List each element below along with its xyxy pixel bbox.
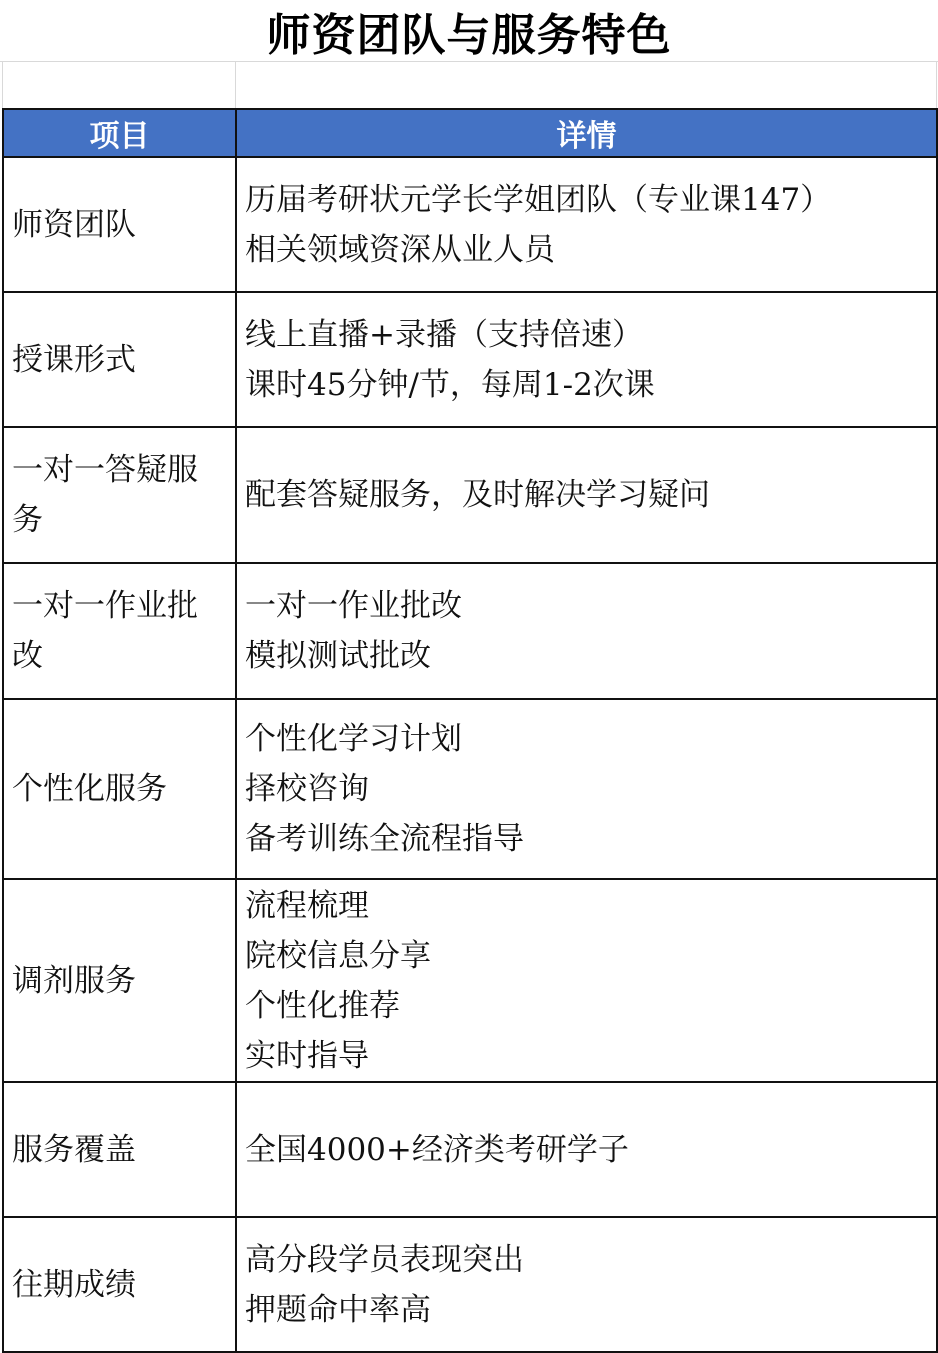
header-detail: 详情 (236, 109, 937, 157)
detail-line: 课时45分钟/节，每周1-2次课 (245, 366, 655, 403)
service-table (2, 108, 938, 1353)
row-item: 个性化服务 (3, 699, 236, 879)
table-row (3, 157, 937, 292)
row-item: 服务覆盖 (3, 1082, 236, 1217)
row-item: 往期成绩 (3, 1217, 236, 1352)
page-title: 师资团队与服务特色 (0, 0, 938, 62)
grid-line (235, 62, 236, 108)
detail-line: 院校信息分享 (245, 937, 431, 974)
row-detail (236, 563, 937, 699)
row-item: 授课形式 (3, 292, 236, 427)
table-row (3, 1217, 937, 1352)
detail-line: 流程梳理 (245, 887, 369, 924)
table-header-row (3, 109, 937, 157)
row-detail (236, 1217, 937, 1352)
table-row (3, 699, 937, 879)
detail-line: 实时指导 (245, 1037, 369, 1074)
empty-spacer-row (0, 62, 938, 108)
detail-line: 备考训练全流程指导 (245, 821, 524, 857)
row-detail (236, 1082, 937, 1217)
table-row (3, 427, 937, 563)
detail-line: 择校咨询 (245, 771, 369, 807)
row-item: 师资团队 (3, 157, 236, 292)
row-detail (236, 879, 937, 1082)
table-row (3, 563, 937, 699)
row-detail (236, 699, 937, 879)
detail-line: 历届考研状元学长学姐团队（专业课147） (245, 181, 832, 218)
detail-line: 个性化学习计划 (245, 721, 462, 757)
row-detail (236, 292, 937, 427)
row-item: 一对一作业批改 (3, 563, 236, 699)
row-item: 一对一答疑服务 (3, 427, 236, 563)
detail-line: 线上直播+录播（支持倍速） (245, 316, 643, 353)
detail-line: 押题命中率高 (245, 1291, 431, 1328)
table-row (3, 292, 937, 427)
row-detail (236, 427, 937, 563)
detail-line: 个性化推荐 (245, 987, 400, 1024)
grid-line (936, 62, 937, 108)
row-item: 调剂服务 (3, 879, 236, 1082)
table-row (3, 879, 937, 1082)
detail-line: 相关领域资深从业人员 (245, 231, 555, 268)
grid-line (2, 62, 3, 108)
header-item: 项目 (3, 109, 236, 157)
detail-line: 全国4000+经济类考研学子 (245, 1131, 629, 1168)
detail-line: 一对一作业批改 (245, 588, 462, 624)
detail-line: 配套答疑服务，及时解决学习疑问 (245, 477, 710, 513)
detail-line: 模拟测试批改 (245, 638, 431, 674)
table-row (3, 1082, 937, 1217)
row-detail (236, 157, 937, 292)
detail-line: 高分段学员表现突出 (245, 1241, 524, 1278)
